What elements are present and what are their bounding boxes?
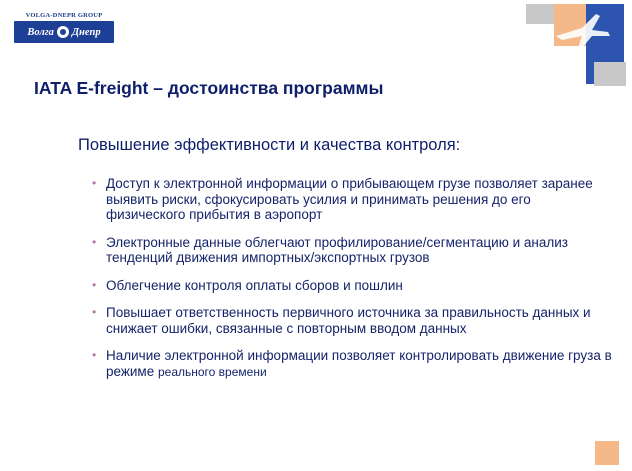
bullet-icon: • (92, 348, 97, 362)
bullet-text: Облегчение контроля оплаты сборов и пошлин (106, 277, 403, 293)
bullet-item (92, 305, 612, 336)
bullet-text: Повышает ответственность первичного источника за правильность данных и снижает ошибки, связанные с повторным вводом данных (106, 305, 591, 336)
bullet-text: Электронные данные облегчают профилирование/сегментацию и анализ тенденций движения импортных/экспортных грузов (106, 234, 568, 265)
bullet-icon: • (92, 234, 97, 249)
bullet-text: Наличие электронной информации позволяет контролировать движение груза в режиме (106, 348, 612, 379)
bullet-icon: • (92, 176, 97, 190)
bullet-text-tail: реального времени (157, 364, 267, 379)
bullet-item (92, 348, 612, 380)
decor-block-grey-small (594, 62, 626, 86)
bullet-item (92, 176, 612, 223)
bullet-text: Доступ к электронной информации о прибывающем грузе позволяет заранее выявить риски, сфокусировать усилия и принимать решения до его физического прибытия в аэропорт (106, 176, 593, 222)
slide-subtitle: Повышение эффективности и качества контроля: (78, 136, 461, 154)
logo-emblem-icon (57, 26, 69, 38)
logo-group-name: VOLGA-DNEPR GROUP (25, 12, 103, 19)
company-logo (14, 12, 124, 42)
logo-brand-left: Волга (27, 26, 54, 38)
logo-box (14, 21, 114, 43)
logo-brand-right: Днепр (71, 26, 101, 38)
slide-title: IATA E-freight – достоинства программы (34, 78, 384, 98)
corner-decor (595, 441, 619, 465)
bullet-item (92, 235, 612, 266)
bullet-list (92, 176, 612, 392)
bullet-icon: • (92, 305, 97, 319)
bullet-icon: • (92, 277, 97, 292)
bullet-item (92, 278, 612, 294)
plane-icon (552, 6, 612, 56)
